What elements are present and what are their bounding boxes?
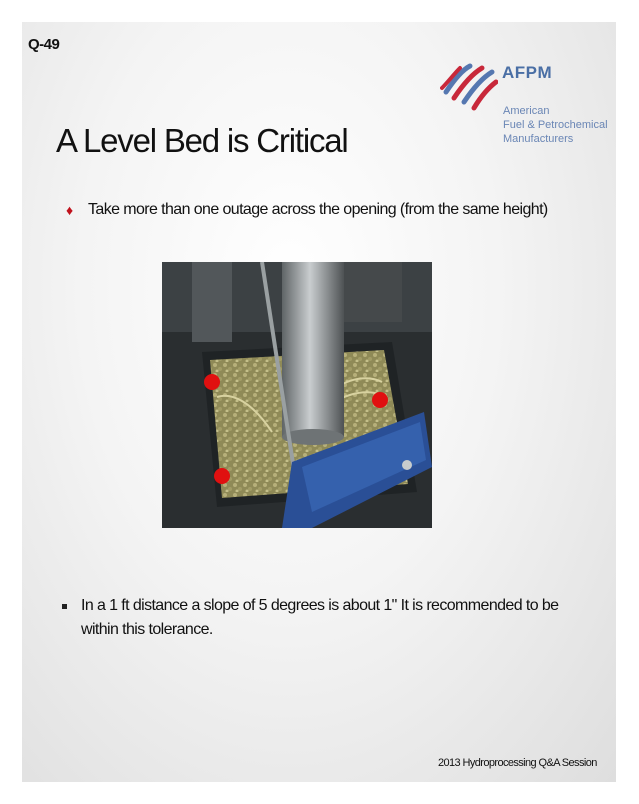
bullet-text: Take more than one outage across the opening (from the same height) bbox=[88, 201, 548, 218]
logo-subtitle bbox=[503, 104, 608, 146]
catalyst-bed-photo bbox=[162, 262, 432, 528]
marker-dot bbox=[204, 374, 220, 390]
bullet-item bbox=[62, 594, 582, 642]
bullet-item bbox=[66, 201, 548, 219]
bullet-dot-icon: ♦ bbox=[66, 202, 73, 218]
photo-drawing bbox=[162, 262, 432, 528]
marker-dot bbox=[372, 392, 388, 408]
logo-name: AFPM bbox=[502, 63, 553, 82]
logo-subtitle-line: American bbox=[503, 105, 550, 117]
slide-title: A Level Bed is Critical bbox=[56, 122, 348, 159]
marker-dot bbox=[214, 468, 230, 484]
logo-subtitle-line: Manufacturers bbox=[503, 133, 574, 145]
logo-subtitle-line: Fuel & Petrochemical bbox=[503, 119, 608, 131]
footer-text: 2013 Hydroprocessing Q&A Session bbox=[438, 757, 597, 769]
afpm-flag-icon bbox=[440, 62, 498, 116]
bullet-text: In a 1 ft distance a slope of 5 degrees is about 1" It is recommended to be within this tolerance. bbox=[81, 597, 559, 638]
bullet-square-icon bbox=[62, 604, 67, 609]
afpm-logo bbox=[440, 60, 608, 170]
question-label: Q-49 bbox=[28, 36, 60, 53]
